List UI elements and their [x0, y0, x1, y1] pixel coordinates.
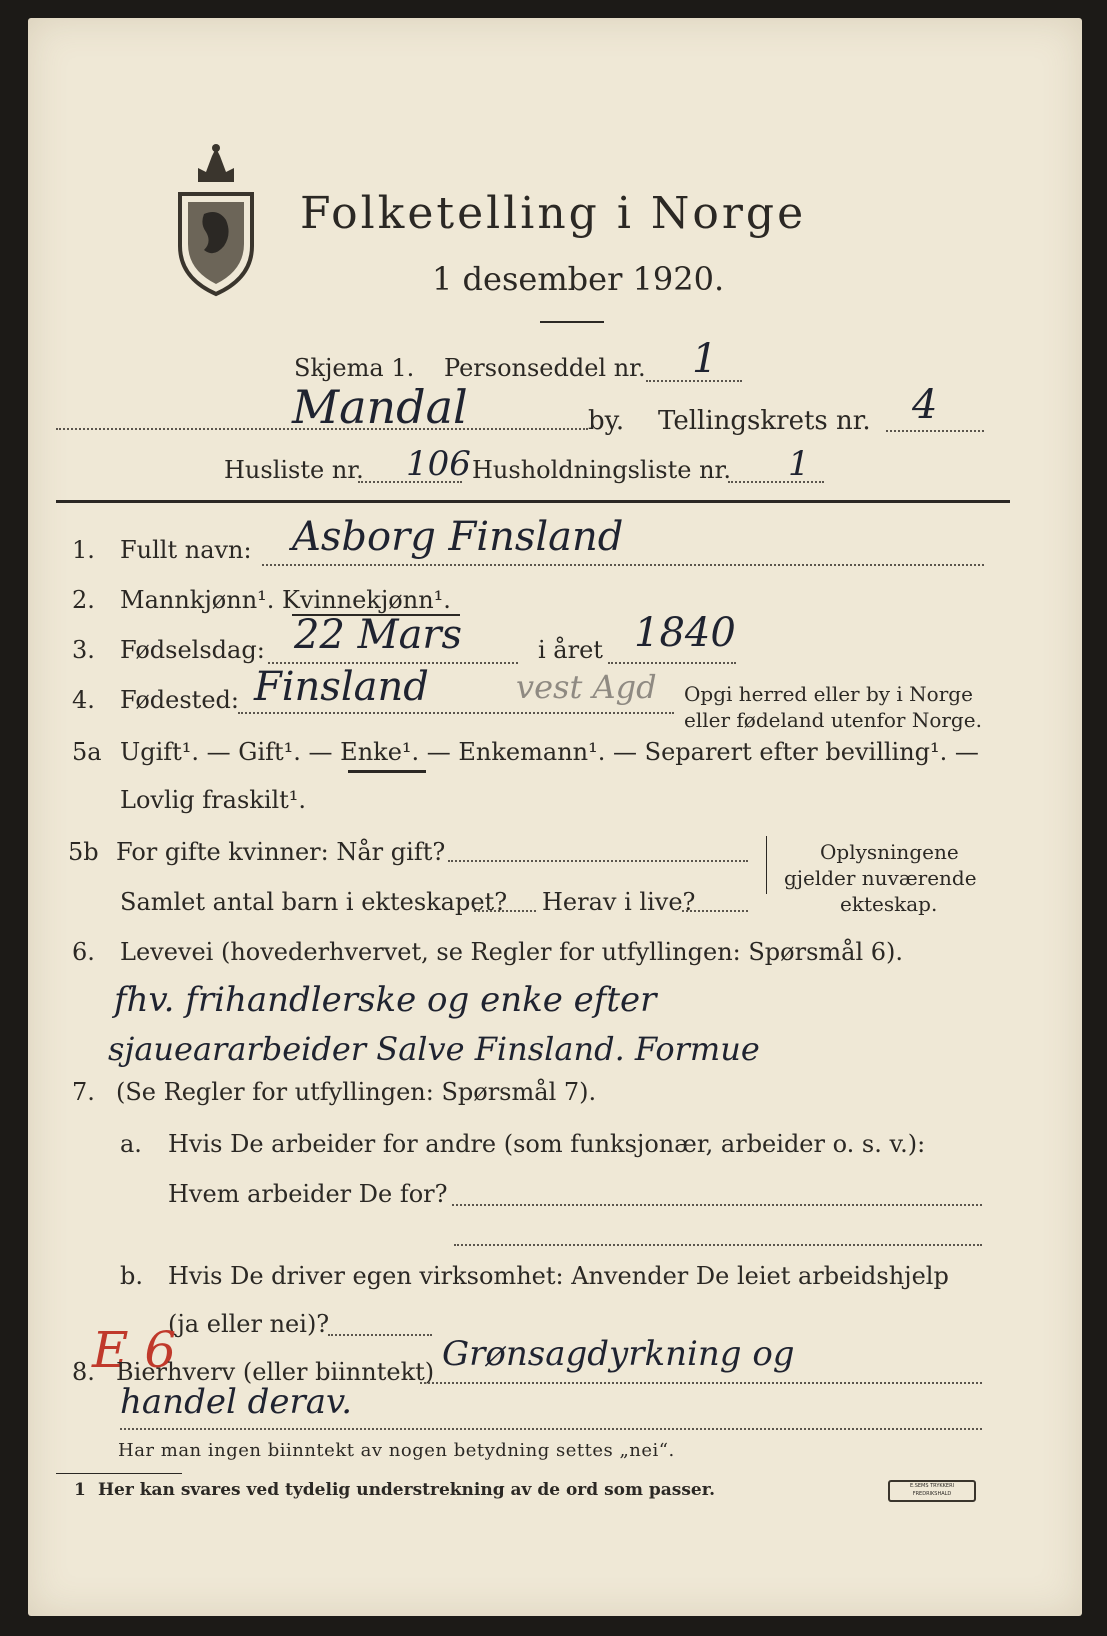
printer-stamp: E.SEMS TRYKKERI FREDRIKSHALD [888, 1480, 976, 1502]
schema-label: Skjema 1. [294, 354, 415, 382]
q5b-label3: Herav i live? [542, 888, 696, 916]
q7-label: (Se Regler for utfyllingen: Spørsmål 7). [116, 1078, 597, 1106]
tellingskrets-label: Tellingskrets nr. [658, 406, 871, 436]
q5b-label2: Samlet antal barn i ekteskapet? [120, 888, 508, 916]
q3-year-line [608, 662, 736, 664]
q7a-line1: Hvis De arbeider for andre (som funksjonær, arbeider o. s. v.): [168, 1130, 926, 1158]
q5b-number: 5b [68, 838, 99, 866]
q6-number: 6. [72, 938, 95, 966]
q7b-letter: b. [120, 1262, 143, 1290]
q8-answer-line2 [120, 1428, 982, 1430]
husholdning-value[interactable]: 1 [788, 444, 810, 484]
q7b-line2: (ja eller nei)? [168, 1310, 330, 1338]
q7a-line2: Hvem arbeider De for? [168, 1180, 448, 1208]
q4-number: 4. [72, 686, 95, 714]
q5a-enke-underline [348, 770, 426, 773]
q7b-answer-line [328, 1334, 432, 1336]
q5a-line2: Lovlig fraskilt¹. [120, 786, 307, 814]
husholdning-label: Husholdningsliste nr. [472, 456, 731, 484]
footnote-marker: 1 [74, 1480, 86, 1500]
q5b-children-line [474, 910, 536, 912]
husliste-value[interactable]: 106 [406, 444, 471, 484]
q8-label: Bierhverv (eller biinntekt) [116, 1358, 435, 1386]
q5a-line1: Ugift¹. — Gift¹. — Enke¹. — Enkemann¹. — Separert efter bevilling¹. — [120, 738, 979, 766]
census-form-page [28, 18, 1082, 1616]
coat-of-arms-icon [174, 142, 258, 298]
town-value[interactable]: Mandal [292, 380, 468, 434]
q3-label: Fødselsdag: [120, 636, 265, 664]
q5b-note-line3: ekteskap. [840, 892, 938, 916]
q6-answer-line2[interactable]: sjaueararbeider Salve Finsland. Formue [108, 1030, 760, 1068]
q8-answer-value2[interactable]: handel derav. [120, 1382, 353, 1422]
tellingskrets-line [886, 430, 984, 432]
personseddel-label: Personseddel nr. [444, 354, 646, 382]
q4-note-line2: eller fødeland utenfor Norge. [684, 708, 982, 732]
q3-year-label: i året [538, 636, 603, 664]
husliste-label: Husliste nr. [224, 456, 364, 484]
q4-note-line1: Opgi herred eller by i Norge [684, 682, 973, 706]
q1-line [262, 564, 984, 566]
q4-label: Fødested: [120, 686, 239, 714]
form-title: Folketelling i Norge [300, 188, 807, 239]
q5a-number: 5a [72, 738, 102, 766]
q7a-letter: a. [120, 1130, 142, 1158]
q1-label: Fullt navn: [120, 536, 252, 564]
q5b-alive-line [682, 910, 748, 912]
q7-number: 7. [72, 1078, 95, 1106]
footnote-text: Her kan svares ved tydelig understrekning av de ord som passer. [98, 1480, 716, 1500]
q7b-line1: Hvis De driver egen virksomhet: Anvender De leiet arbeidshjelp [168, 1262, 949, 1290]
by-label: by. [588, 406, 625, 436]
q7a-answer-line [452, 1204, 982, 1206]
q5b-married-line [448, 860, 748, 862]
tellingskrets-value[interactable]: 4 [912, 382, 938, 428]
form-date: 1 desember 1920. [432, 260, 725, 298]
personseddel-value[interactable]: 1 [692, 336, 718, 382]
q4-birthplace-extra: vest Agd [516, 668, 657, 706]
q4-birthplace-value[interactable]: Finsland [254, 664, 429, 710]
title-divider [540, 321, 604, 323]
q3-birthday-value[interactable]: 22 Mars [294, 612, 463, 658]
header-rule [56, 500, 1010, 503]
q2-number: 2. [72, 586, 95, 614]
q5b-bracket [766, 836, 767, 894]
q3-year-value[interactable]: 1840 [634, 610, 736, 656]
q5b-label1: For gifte kvinner: Når gift? [116, 838, 446, 866]
q1-full-name-value[interactable]: Asborg Finsland [292, 514, 624, 560]
q3-number: 3. [72, 636, 95, 664]
q8-note: Har man ingen biinntekt av nogen betydning settes „nei“. [118, 1440, 675, 1461]
q4-line [238, 712, 674, 714]
q7a-answer-line2 [454, 1244, 982, 1246]
q8-number: 8. [72, 1358, 95, 1386]
footnote-rule [56, 1473, 182, 1474]
q1-number: 1. [72, 536, 95, 564]
q5b-note-line2: gjelder nuværende [784, 866, 977, 890]
q5b-note-line1: Oplysningene [820, 840, 959, 864]
q6-answer-line1[interactable]: fhv. frihandlerske og enke efter [114, 980, 657, 1020]
q6-label: Levevei (hovederhvervet, se Regler for utfyllingen: Spørsmål 6). [120, 938, 904, 966]
q8-answer-value1[interactable]: Grønsagdyrkning og [442, 1334, 795, 1374]
q2-label: Mannkjønn¹. Kvinnekjønn¹. [120, 586, 451, 614]
q8-red-margin-mark: E 6 [92, 1321, 177, 1379]
q8-answer-line1 [420, 1382, 982, 1384]
